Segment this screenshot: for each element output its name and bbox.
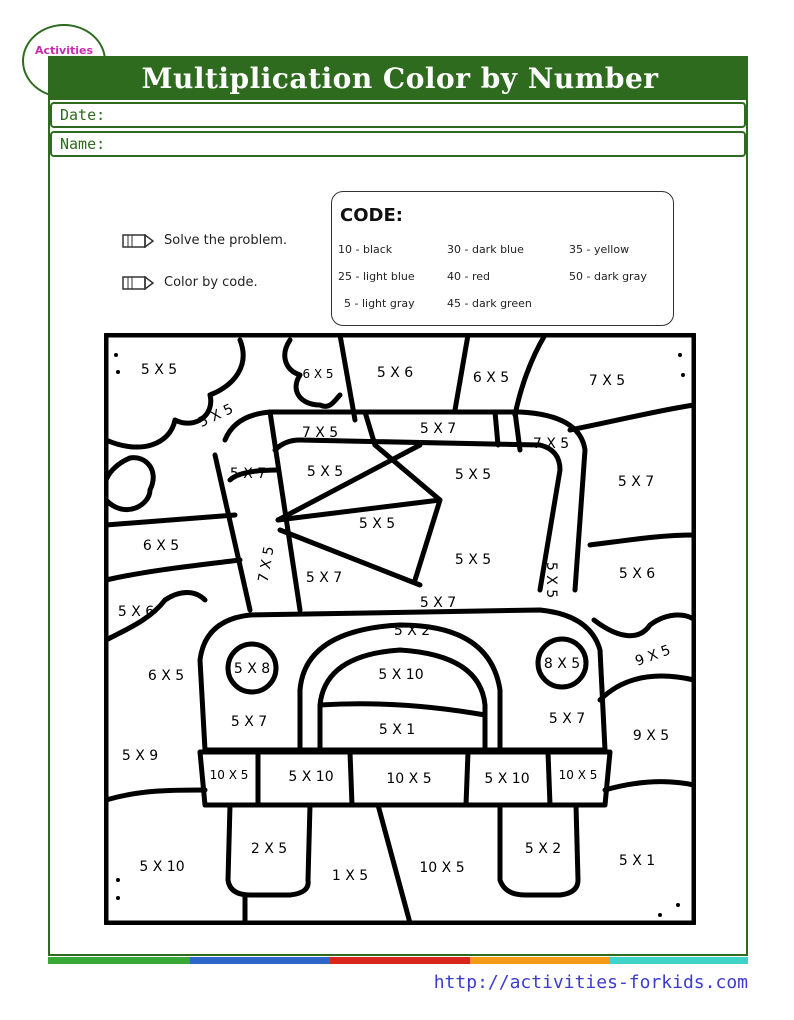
problem-label: 5 X 10 — [378, 667, 424, 683]
code-item: 10 - black — [338, 243, 393, 256]
problem-label: 5 X 10 — [288, 769, 334, 785]
code-item: 5 - light gray — [344, 297, 415, 310]
problem-label: 6 X 5 — [472, 370, 510, 386]
problem-label: 5 X 6 — [618, 566, 656, 582]
pencil-icon — [122, 234, 154, 248]
problem-label: 10 X 5 — [419, 860, 465, 876]
problem-label: 9 X 5 — [632, 728, 670, 744]
problem-label: 9 X 5 — [633, 642, 673, 670]
instruction-solve-text: Solve the problem. — [164, 233, 288, 248]
problem-label: 5 X 7 — [419, 595, 457, 611]
problem-label: 5 X 2 — [393, 623, 431, 639]
color-bar-green — [48, 957, 190, 964]
code-item: 25 - light blue — [338, 270, 415, 283]
problem-label: 5 X 5 — [454, 552, 492, 568]
code-item: 35 - yellow — [569, 243, 630, 256]
code-item: 40 - red — [447, 270, 490, 283]
problem-label: 5 X 5 — [543, 561, 559, 599]
problem-label: 5 X 5 — [306, 464, 344, 480]
instruction-color — [122, 275, 258, 290]
problem-label: 5 X 2 — [524, 841, 562, 857]
problem-label: 5 X 6 — [376, 365, 414, 381]
problem-label: 6 X 5 — [142, 538, 180, 554]
problem-label: 5 X 7 — [230, 714, 268, 730]
problem-label: 5 X 5 — [196, 401, 236, 431]
problem-label: 6 X 5 — [302, 367, 334, 381]
problem-label: 5 X 5 — [454, 467, 492, 483]
problem-label: 7 X 5 — [588, 373, 626, 389]
instruction-solve — [122, 233, 287, 248]
logo-line-1: Activities — [34, 43, 94, 57]
date-field[interactable]: Date: — [50, 102, 746, 128]
website-url[interactable]: http://activities-forkids.com — [433, 972, 748, 993]
problem-label: 5 X 8 — [233, 661, 271, 677]
code-title: CODE: — [340, 205, 403, 226]
problem-label: 5 X 7 — [305, 570, 343, 586]
problem-label: 5 X 9 — [121, 748, 159, 764]
problem-label: 5 X 10 — [139, 859, 185, 875]
color-by-number-car-picture — [104, 333, 696, 925]
code-item: 45 - dark green — [447, 297, 532, 310]
pencil-icon — [122, 276, 154, 290]
problem-label: 5 X 7 — [229, 466, 267, 482]
problem-label: 5 X 5 — [140, 362, 178, 378]
problem-label: 5 X 1 — [378, 722, 416, 738]
problem-label: 10 X 5 — [386, 771, 432, 787]
problem-label: 6 X 5 — [147, 668, 185, 684]
problem-label: 10 X 5 — [209, 768, 249, 782]
problem-label: 10 X 5 — [558, 768, 598, 782]
color-bar-blue — [190, 957, 330, 964]
problem-label: 5 X 7 — [419, 421, 457, 437]
code-item: 30 - dark blue — [447, 243, 524, 256]
page-title: Multiplication Color by Number — [141, 62, 659, 95]
problem-label: 5 X 10 — [484, 771, 530, 787]
problem-label: 5 X 7 — [617, 474, 655, 490]
problem-label: 5 X 6 — [117, 604, 155, 620]
problem-label: 7 X 5 — [255, 545, 278, 584]
problem-label: 7 X 5 — [532, 436, 570, 452]
problem-label: 1 X 5 — [331, 868, 369, 884]
problem-label: 2 X 5 — [250, 841, 288, 857]
problem-label: 7 X 5 — [301, 425, 339, 441]
problem-label: 5 X 5 — [358, 516, 396, 532]
problem-label: 5 X 1 — [618, 853, 656, 869]
instruction-color-text: Color by code. — [164, 275, 258, 290]
color-bar-red — [330, 957, 470, 964]
color-bar-orange — [470, 957, 610, 964]
problem-label: 8 X 5 — [543, 656, 581, 672]
problem-label: 5 X 7 — [548, 711, 586, 727]
color-bar-teal — [610, 957, 748, 964]
name-field[interactable]: Name: — [50, 131, 746, 157]
code-item: 50 - dark gray — [569, 270, 647, 283]
